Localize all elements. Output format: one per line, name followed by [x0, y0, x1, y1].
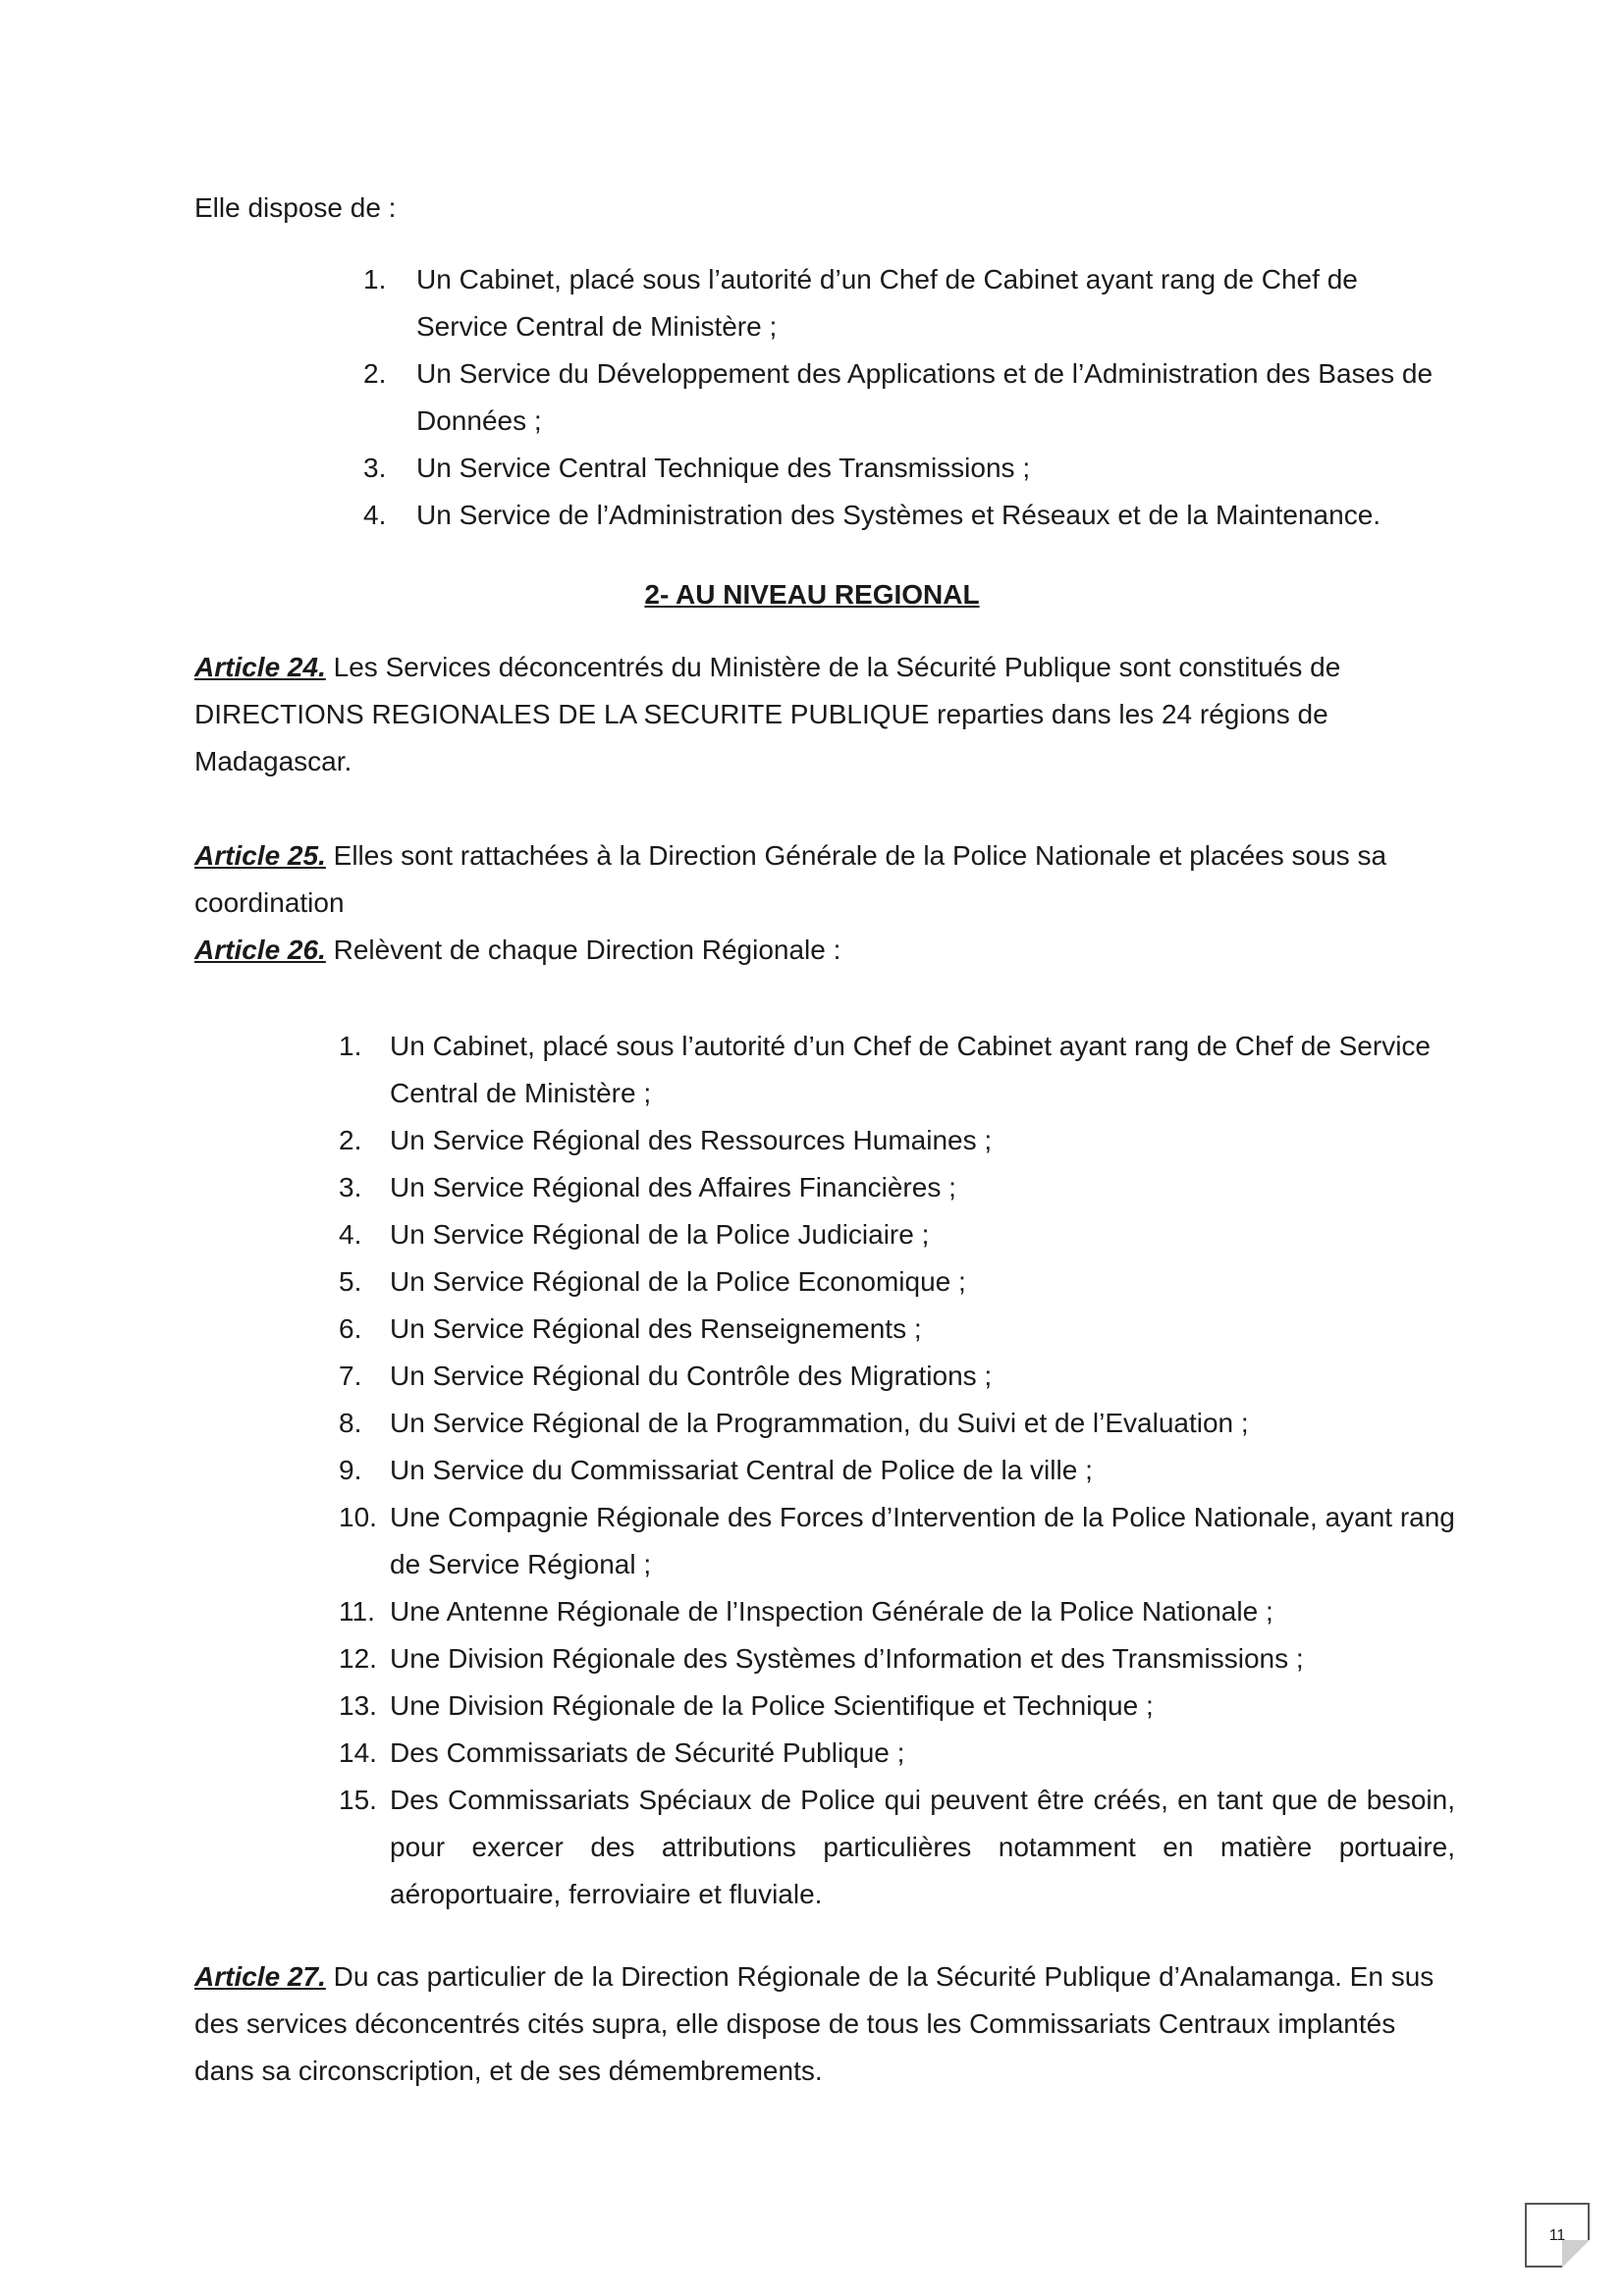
list-item-text: Une Antenne Régionale de l’Inspection Générale de la Police Nationale ;	[390, 1596, 1273, 1627]
list-item-number: 2.	[363, 358, 387, 389]
list-item-text: Un Service de l’Administration des Systèmes et Réseaux et de la Maintenance.	[416, 500, 1381, 530]
list-item	[339, 1588, 1455, 1635]
article-label: Article 24.	[194, 652, 326, 682]
article-text: Relèvent de chaque Direction Régionale :	[325, 934, 841, 965]
list-item-number: 5.	[339, 1266, 362, 1297]
list-item	[363, 492, 1453, 539]
list-item-number: 3.	[363, 453, 387, 483]
regional-services-list	[339, 1023, 1455, 1918]
article-25	[194, 832, 1455, 927]
list-item	[339, 1164, 1455, 1211]
list-item	[339, 1400, 1455, 1447]
article-text: Du cas particulier de la Direction Régionale de la Sécurité Publique d’Analamanga. En sus des services déconcentrés cités supra, elle dispose de tous les Commissariats Centraux implantés dans sa circonscription, et de ses démembrements.	[194, 1961, 1435, 2086]
list-item-number: 8.	[339, 1408, 362, 1438]
list-item-number: 13.	[339, 1690, 377, 1721]
list-item	[339, 1730, 1455, 1777]
list-item	[339, 1211, 1455, 1258]
list-item-text: Un Service Régional de la Police Judiciaire ;	[390, 1219, 930, 1250]
list-item-text: Une Division Régionale de la Police Scientifique et Technique ;	[390, 1690, 1154, 1721]
list-item-text: Un Service Régional de la Police Economique ;	[390, 1266, 966, 1297]
list-item-text: Un Cabinet, placé sous l’autorité d’un Chef de Cabinet ayant rang de Chef de Service Central de Ministère ;	[416, 264, 1358, 342]
article-27	[194, 1953, 1455, 2095]
list-item-number: 6.	[339, 1313, 362, 1344]
list-item-text: Une Division Régionale des Systèmes d’Information et des Transmissions ;	[390, 1643, 1304, 1674]
list-item	[339, 1258, 1455, 1306]
list-item-number: 7.	[339, 1361, 362, 1391]
list-item-text: Un Cabinet, placé sous l’autorité d’un Chef de Cabinet ayant rang de Chef de Service Central de Ministère ;	[390, 1031, 1431, 1108]
national-services-list	[363, 256, 1453, 539]
list-item-text: Des Commissariats Spéciaux de Police qui peuvent être créés, en tant que de besoin, pour exercer des attributions particulières notamment en matière portuaire, aéroportuaire, ferroviaire et fluviale.	[390, 1785, 1455, 1909]
list-item	[363, 256, 1453, 350]
article-label: Article 25.	[194, 840, 326, 871]
intro-text: Elle dispose de :	[194, 192, 397, 223]
list-item	[339, 1353, 1455, 1400]
list-item-number: 11.	[339, 1596, 375, 1627]
article-24	[194, 644, 1455, 785]
list-item-text: Un Service du Commissariat Central de Police de la ville ;	[390, 1455, 1093, 1485]
list-item-text: Un Service Régional du Contrôle des Migrations ;	[390, 1361, 993, 1391]
list-item	[363, 350, 1453, 445]
list-item	[363, 445, 1453, 492]
article-text: Les Services déconcentrés du Ministère de la Sécurité Publique sont constitués de DIRECTIONS REGIONALES DE LA SECURITE PUBLIQUE reparties dans les 24 régions de Madagascar.	[194, 652, 1341, 776]
list-item-number: 12.	[339, 1643, 377, 1674]
section-heading-regional: 2- AU NIVEAU REGIONAL	[644, 579, 980, 610]
list-item	[339, 1682, 1455, 1730]
article-label: Article 26.	[194, 934, 326, 965]
list-item-text: Un Service Régional des Affaires Financières ;	[390, 1172, 956, 1202]
list-item-number: 1.	[339, 1031, 362, 1061]
list-item	[339, 1023, 1455, 1117]
list-item-text: Un Service Régional de la Programmation, du Suivi et de l’Evaluation ;	[390, 1408, 1249, 1438]
list-item-number: 4.	[339, 1219, 362, 1250]
list-item	[339, 1117, 1455, 1164]
list-item-text: Un Service Régional des Ressources Humaines ;	[390, 1125, 993, 1155]
article-26	[194, 927, 1455, 974]
list-item-number: 1.	[363, 264, 387, 294]
article-text: Elles sont rattachées à la Direction Générale de la Police Nationale et placées sous sa coordination	[194, 840, 1387, 918]
list-item	[339, 1306, 1455, 1353]
list-item	[339, 1635, 1455, 1682]
list-item-number: 9.	[339, 1455, 362, 1485]
list-item	[339, 1447, 1455, 1494]
list-item	[339, 1777, 1455, 1918]
list-item-number: 3.	[339, 1172, 362, 1202]
list-item-number: 14.	[339, 1737, 377, 1768]
article-label: Article 27.	[194, 1961, 326, 1992]
list-item-text: Un Service du Développement des Applications et de l’Administration des Bases de Données ;	[416, 358, 1434, 436]
list-item-number: 15.	[339, 1785, 377, 1815]
list-item-number: 2.	[339, 1125, 362, 1155]
list-item-text: Des Commissariats de Sécurité Publique ;	[390, 1737, 905, 1768]
list-item-number: 10.	[339, 1502, 377, 1532]
list-item-text: Un Service Central Technique des Transmissions ;	[416, 453, 1031, 483]
list-item	[339, 1494, 1455, 1588]
list-item-text: Une Compagnie Régionale des Forces d’Intervention de la Police Nationale, ayant rang de Service Régional ;	[390, 1502, 1455, 1579]
list-item-text: Un Service Régional des Renseignements ;	[390, 1313, 922, 1344]
page-number: 11	[1525, 2203, 1590, 2268]
list-item-number: 4.	[363, 500, 387, 530]
